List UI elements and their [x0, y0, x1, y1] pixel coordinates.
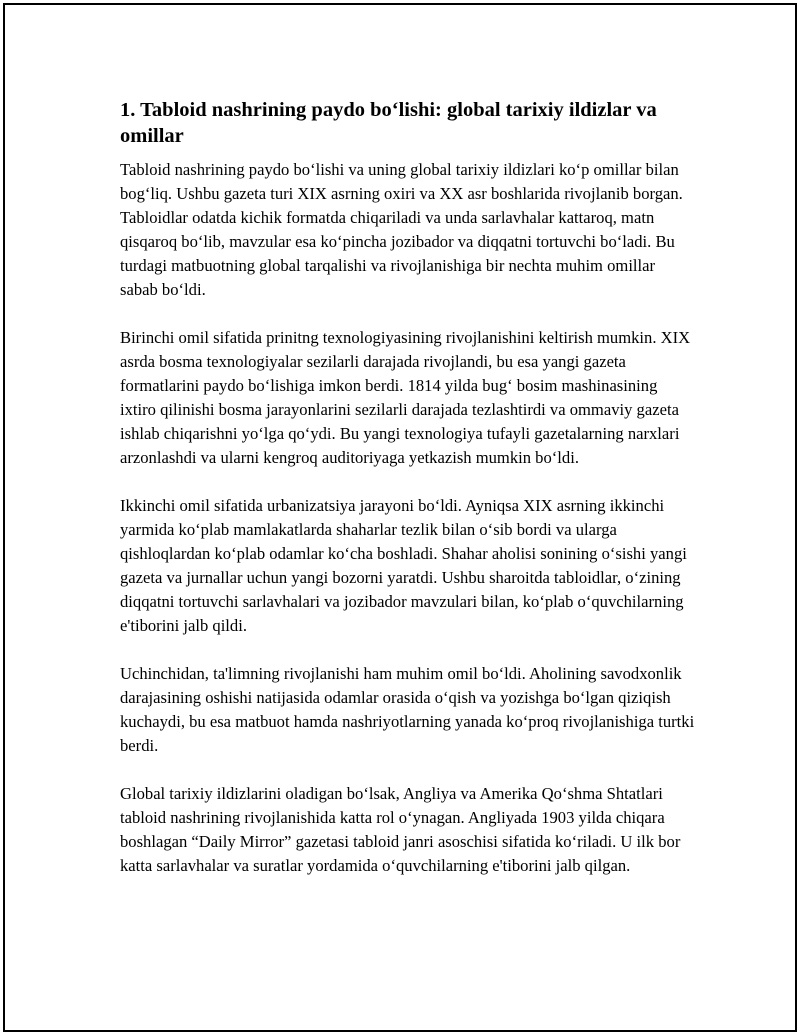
paragraph-3: Ikkinchi omil sifatida urbanizatsiya jarayoni bo‘ldi. Ayniqsa XIX asrning ikkinchi yarmida ko‘plab mamlakatlarda shaharlar tezlik bilan o‘sib bordi va ularga qishloqlardan ko‘plab odamlar ko‘cha boshladi. Shahar aholisi sonining o‘sishi yangi gazeta va jurnallar uchun yangi bozorni yaratdi. Ushbu sharoitda tabloidlar, o‘zining diqqatni tortuvchi sarlavhalari va jozibador mavzulari bilan, ko‘plab o‘quvchilarning e'tiborini jalb qildi. — [120, 496, 687, 635]
paragraph-1: Tabloid nashrining paydo bo‘lishi va uning global tarixiy ildizlari ko‘p omillar bilan bog‘liq. Ushbu gazeta turi XIX asrning oxiri va XX asr boshlarida rivojlanib borgan. Tabloidlar odatda kichik formatda chiqariladi va unda sarlavhalar kattaroq, matn qisqaroq bo‘lib, mavzular esa ko‘pincha jozibador va diqqatni tortuvchi bo‘ladi. Bu turdagi matbuotning global tarqalishi va rivojlanishiga bir nechta muhim omillar sabab bo‘ldi. — [120, 160, 683, 299]
document-page — [3, 3, 797, 1032]
paragraph-2: Birinchi omil sifatida prinitng texnologiyasining rivojlanishini keltirish mumkin. XIX asrda bosma texnologiyalar sezilarli darajada rivojlandi, bu esa yangi gazeta formatlarini paydo bo‘lishiga imkon berdi. 1814 yilda bug‘ bosim mashinasining ixtiro qilinishi bosma jarayonlarini sezilarli darajada tezlashtirdi va ommaviy gazeta ishlab chiqarishni yo‘lga qo‘ydi. Bu yangi texnologiya tufayli gazetalarning narxlari arzonlashdi va ularni kengroq auditoriyaga yetkazish mumkin bo‘ldi. — [120, 328, 691, 467]
document-content — [120, 97, 695, 902]
paragraph-4: Uchinchidan, ta'limning rivojlanishi ham muhim omil bo‘ldi. Aholining savodxonlik darajasining oshishi natijasida odamlar orasida o‘qish va yozishga bo‘lgan qiziqish kuchaydi, bu esa matbuot hamda nashriyotlarning yanada ko‘proq rivojlanishiga turtki berdi. — [120, 664, 695, 755]
paragraph-5: Global tarixiy ildizlarini oladigan bo‘lsak, Angliya va Amerika Qo‘shma Shtatlari tabloid nashrining rivojlanishida katta rol o‘ynagan. Angliyada 1903 yilda chiqara boshlagan “Daily Mirror” gazetasi tabloid janri asoschisi sifatida ko‘riladi. U ilk bor katta sarlavhalar va suratlar yordamida o‘quvchilarning e'tiborini jalb qilgan. — [120, 784, 681, 875]
section-heading: 1. Tabloid nashrining paydo bo‘lishi: global tarixiy ildizlar va omillar — [120, 99, 657, 147]
